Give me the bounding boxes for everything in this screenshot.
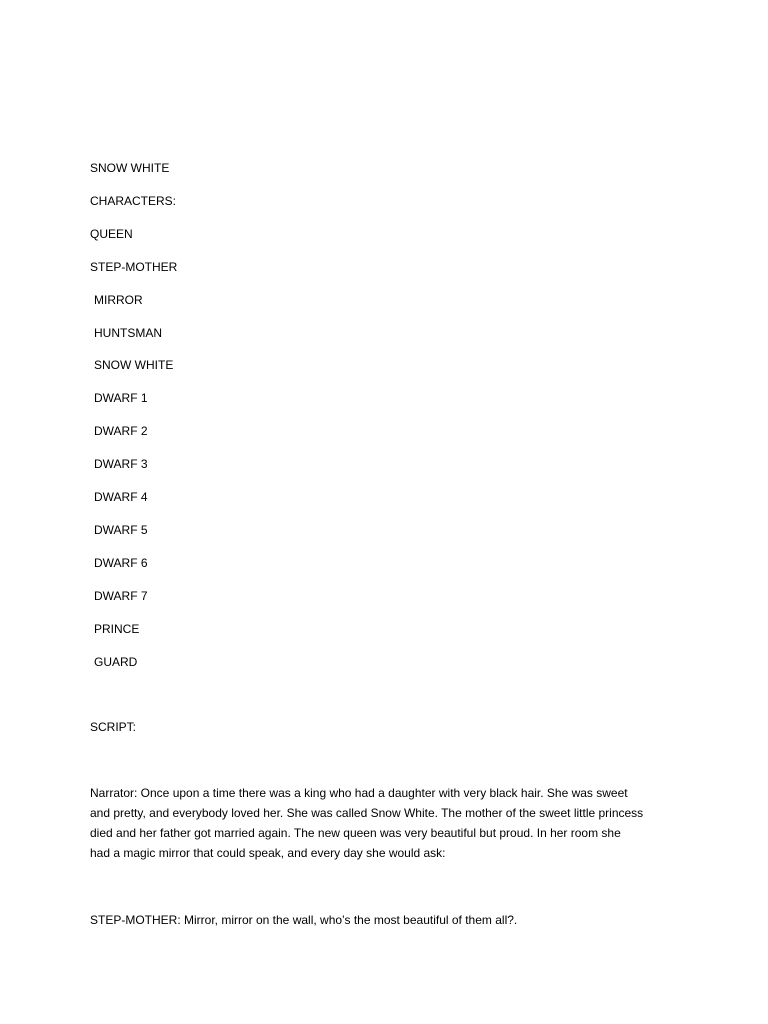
character-item: DWARF 2 [94,424,148,438]
character-item: DWARF 4 [94,490,148,504]
character-item: SNOW WHITE [94,358,174,372]
character-item: DWARF 7 [94,589,148,603]
character-item: STEP-MOTHER [90,260,178,274]
character-item: DWARF 6 [94,556,148,570]
characters-heading: CHARACTERS: [90,194,177,208]
character-item: DWARF 5 [94,523,148,537]
character-item: PRINCE [94,622,140,636]
paragraph-line: and pretty, and everybody loved her. She was called Snow White. The mother of the sweet little princess [90,806,644,820]
script-heading: SCRIPT: [90,720,137,734]
narrator-paragraph [90,783,690,863]
character-item: DWARF 3 [94,457,148,471]
document-title: SNOW WHITE [90,161,170,175]
paragraph-line: died and her father got married again. The new queen was very beautiful but proud. In her room she [90,826,621,840]
character-item: QUEEN [90,227,133,241]
character-item: GUARD [94,655,138,669]
step-mother-dialogue: STEP-MOTHER: Mirror, mirror on the wall, who’s the most beautiful of them all?. [90,913,518,927]
paragraph-line: Narrator: Once upon a time there was a king who had a daughter with very black hair. She was sweet [90,786,628,800]
character-item: MIRROR [94,293,143,307]
character-item: DWARF 1 [94,391,148,405]
character-item: HUNTSMAN [94,326,162,340]
paragraph-line: had a magic mirror that could speak, and every day she would ask: [90,846,446,860]
